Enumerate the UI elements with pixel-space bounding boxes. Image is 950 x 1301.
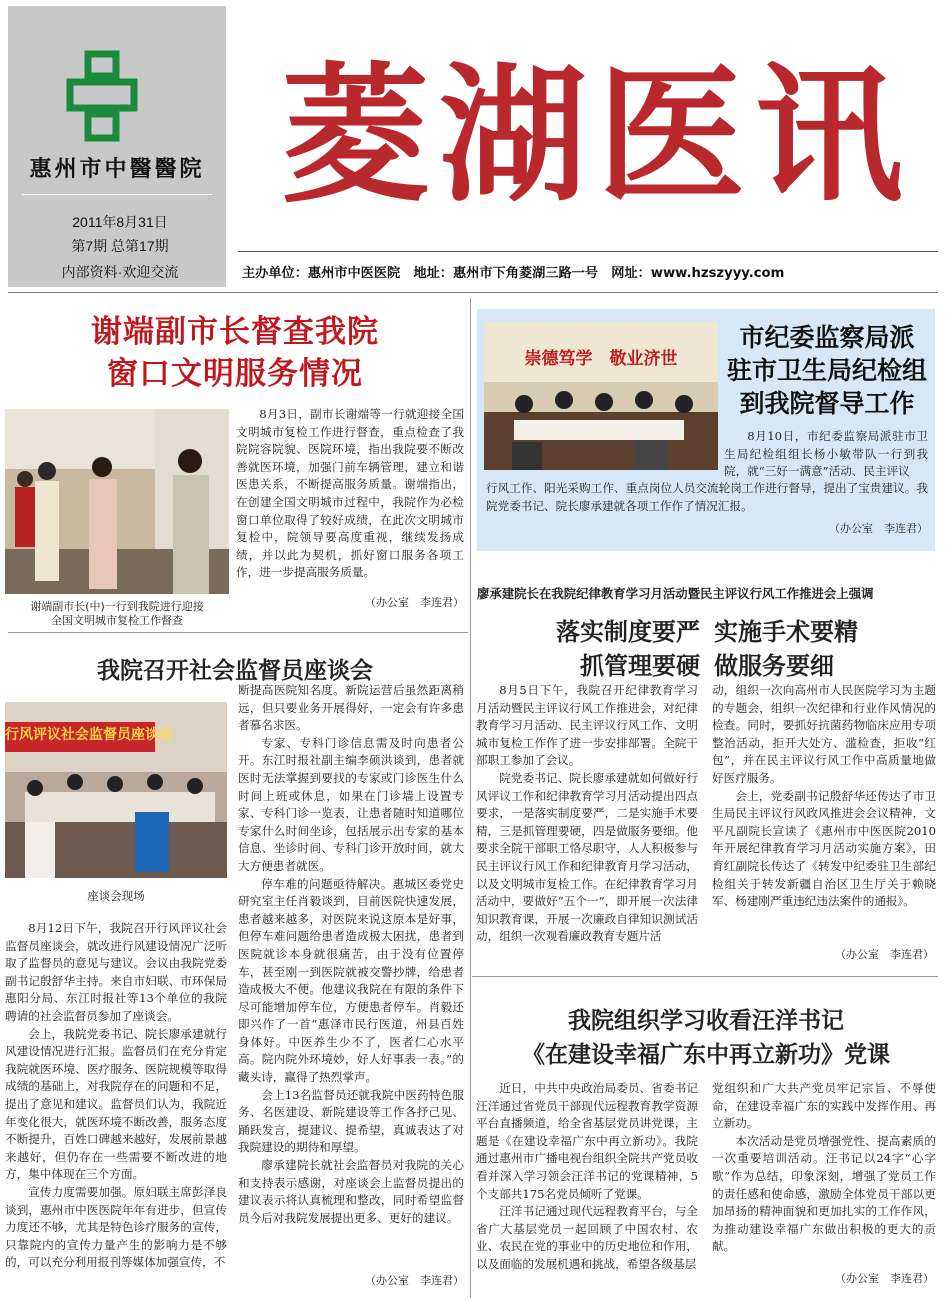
article1-headline-line2: 窗口文明服务情况 — [107, 356, 363, 392]
article3-column1 — [5, 920, 227, 1272]
article3-paragraph: 廖承建院长就社会监督员对我院的关心和支持表示感谢，对座谈会上监督员提出的建议表示将认真梳理和整改，同时希望监督员今后对我院发展提出更多、更好的建议。 — [238, 1158, 464, 1225]
distribution-note: 内部资料·欢迎交流 — [61, 264, 179, 280]
article5-paragraph: 党组织和广大共产党员牢记宗旨、不辱使命，在建设幸福广东的实践中发挥作用、再立新功。 — [712, 1081, 936, 1131]
article5-headline-line1: 我院组织学习收看汪洋书记 — [568, 1007, 844, 1034]
article5-headline-line2: 《在建设幸福广东中再立新功》党课 — [522, 1041, 890, 1068]
article3-paragraph: 专家、专科门诊信息需及时向患者公开。东江时报社副主编李硕洪谈到，患者就医时无法掌握到要找的专家或门诊医生什么时间上班或休息，如果在门诊墙上设置专家、专科门诊一览表，让患者随时知道哪位专家什么时间坐诊，包括展示出专家的基本信息、坐诊时间、专科门诊开放时间，就大大方便患者就医。 — [238, 735, 464, 873]
masthead-divider — [22, 194, 212, 195]
article2-body-bottom: 行风工作、阳光采购工作、重点岗位人员交流轮岗工作进行督导，提出了宝贵建议。我院党委书记、院长廖承建就各项工作作了情况汇报。 — [486, 481, 928, 513]
article4-paragraph: 院党委书记、院长廖承建就如何做好行风评议工作和纪律教育学习月活动提出四点要求，一是落实制度要严，二是实施手术要精，三是抓管理要硬，四是做服务要细。他要求全院干部职工恪尽职守，人人积极参与民主评议行风工作和纪律教育月学习活动，以及文明城市复检工作。在纪律教育学习月活动中，要做好“五个一”，即开展一次法律知识教育课，开展一次廉政自律知识测试活动，组织一次观看廉政教育专题片活 — [476, 770, 698, 944]
masthead-rule-bottom — [8, 292, 938, 293]
article5-column1 — [476, 1080, 698, 1274]
article2-body-top: 8月10日，市纪委监察局派驻市卫生局纪检组组长杨小敏带队一行到我院，就“三好一满意”活动、民主评议 — [724, 429, 928, 479]
section-divider-left — [8, 632, 468, 633]
newspaper-title: 菱湖医讯 — [281, 50, 913, 222]
article1-byline: （办公室 李连君） — [365, 596, 464, 609]
article3-headline: 我院召开社会监督员座谈会 — [97, 657, 373, 684]
article5-paragraph: 汪洋书记通过现代远程教育平台，与全省广大基层党员一起回顾了中国农村、农业、农民在党的事业中的历史地位和作用，以及面临的发展机遇和挑战，希望各级基层 — [476, 1204, 698, 1271]
article3-paragraph: 宣传力度需要加强。原妇联主席彭泽良谈到，惠州市中医医院年年有进步，但宣传力度还不够，尤其是特色诊疗服务的宣传，只靠院内的宣传力量产生的影响力是不够的，可以充分利用报刊等媒体加强宣传，不 — [5, 1184, 227, 1270]
article1-photo — [5, 409, 229, 594]
article3-paragraph: 断提高医院知名度。新院运营后虽然距离稍远，但只要业务开展得好，一定会有许多患者慕名求医。 — [238, 683, 464, 733]
article3-paragraph: 会上，我院党委书记、院长廖承建就行风建设情况进行汇报。监督员们在充分肯定我院就医环境、医疗服务、医院规模等取得成绩的基础上，对我院存在的问题和不足，提出了意见和建议。监督员们认为，我院近年变化很大，就医环境不断改善，服务态度不断提升，百姓口碑越来越好，发展前景越来越好，但仍存在一些需要不断改进的地方，集中体现在三个方面。 — [5, 1026, 227, 1182]
hospital-name: 惠州市中醫醫院 — [29, 156, 205, 182]
article2-photo-banner: 崇德笃学 敬业济世 — [524, 349, 678, 369]
article4-kicker: 廖承建院长在我院纪律教育学习月活动暨民主评议行风工作推进会上强调 — [477, 586, 874, 601]
article4-byline: （办公室 李连君） — [835, 948, 934, 961]
article4-headline-left-line1: 落实制度要严 — [556, 617, 700, 646]
article1-caption-line1: 谢端副市长(中)一行到我院进行迎接 — [30, 600, 204, 613]
article1-caption-line2: 全国文明城市复检工作督查 — [51, 614, 183, 627]
article2-byline: （办公室 李连君） — [829, 522, 928, 535]
article3-paragraph: 停车难的问题亟待解决。惠城区委党史研究室主任肖毅谈到，目前医院快速发展，患者越来越多，对医院来说这原本是好事，但停车难问题给患者造成极大困扰，患者到医院就诊本身就很痛苦，由于没有位置停车，甚至刚一到医院就被交警抄牌，给患者造成极大不便。他建议我院在有限的条件下尽可能增加停车位，方便患者停车。肖毅还即兴作了一首“惠泽市民行医道，州县百姓身体好。中医养生少不了，医者仁心水平高。院内院外环境妙，好人好事表一表。”的藏头诗，赢得了热烈掌声。 — [238, 876, 464, 1085]
article4-headline-right-line2: 做服务要细 — [714, 651, 834, 680]
article4-paragraph: 动，组织一次向高州市人民医院学习为主题的专题会，组织一次纪律和行业作风情况的检查。同时，要抓好抗菌药物临床应用专项整治活动，拒开大处方、滥检查，拒收“红包”，并在民主评议行风工作中高质量地做好医疗服务。 — [712, 683, 936, 785]
article3-byline: （办公室 李连君） — [365, 1274, 464, 1287]
article3-paragraph: 会上13名监督员还就我院中医药特色服务、名医建设、新院建设等工作各抒己见、踊跃发言，提建议、提希望，真诚表达了对我院建设的期待和厚望。 — [238, 1087, 464, 1155]
column-divider — [470, 298, 471, 1298]
article5-byline: （办公室 李连君） — [835, 1272, 934, 1285]
article2-headline-line3: 到我院督导工作 — [739, 389, 915, 418]
article3-caption: 座谈会现场 — [87, 889, 145, 903]
section-divider-right — [472, 976, 938, 977]
issue-number: 第7期 总第17期 — [71, 238, 169, 254]
article5-paragraph: 本次活动是党员增强党性、提高素质的一次重要培训活动。汪书记以24字“心字歌”作为总结，印象深刻，增强了党员工作的责任感和使命感，激励全体党员干部以更加昂扬的精神面貌和更加扎实的工作作风，为推动建设幸福广东做出积极的更大的贡献。 — [712, 1133, 936, 1254]
article5-paragraph: 近日，中共中央政治局委员、省委书记汪洋通过省党员干部现代远程教育教学资源平台直播频道，给全省基层党员讲党课，主题是《在建设幸福广东中再立新功》。我院通过惠州市广播电视台组织全院共产党员收看并深入学习领会汪洋书记的党课精神，5个支部共175名党员倾听了党课。 — [476, 1081, 698, 1201]
masthead-rule-top — [238, 251, 938, 252]
article4-column2 — [712, 682, 936, 911]
issue-date: 2011年8月31日 — [72, 214, 168, 230]
publisher-line: 主办单位：惠州市中医医院 地址：惠州市下角菱湖三路一号 网址：www.hzszyyy.com — [242, 266, 785, 281]
article4-paragraph: 8月5日下午，我院召开纪律教育学习月活动暨民主评议行风工作推进会，对纪律教育学习月活动、民主评议行风工作、文明城市复检工作作了进一步安排部署。全院干部职工参加了会议。 — [476, 683, 698, 768]
hospital-logo-icon — [66, 48, 138, 144]
article2-headline-line1: 市纪委监察局派 — [739, 323, 915, 352]
article4-headline-left-line2: 抓管理要硬 — [580, 651, 700, 680]
article4-headline-right-line1: 实施手术要精 — [714, 617, 858, 646]
article3-photo-banner: 行风评议社会监督员座谈会 — [5, 727, 173, 743]
article4-paragraph: 会上，党委副书记殷舒华还传达了市卫生局民主评议行风政风推进会会议精神，文平凡副院长宣读了《惠州市中医医院2010年开展纪律教育学习月活动实施方案》，田育红副院长传达了《转发中纪委驻卫生部纪检组关于转发新疆自治区卫生厅关于赖晓军、杨建刚严重违纪违法案件的通报》。 — [712, 788, 936, 909]
article3-column2 — [238, 682, 464, 1227]
article1-body: 8月3日，副市长谢端等一行就迎接全国文明城市复检工作进行督查，重点检查了我院院容院貌、医院环境，指出我院要不断改善就医环境，加强门前车辆管理，建立和谐医患关系，不断提高服务质量。谢端指出，在创建全国文明城市过程中，我院作为必检窗口单位取得了较好成绩，在此次文明城市复检中，院领导要高度重视，继续发扬成绩，并以此为契机，抓好窗口服务各项工作，进一步提高服务质量。 — [236, 407, 464, 580]
article3-paragraph: 8月12日下午，我院召开行风评议社会监督员座谈会，就改进行风建设情况广泛听取了监督员的意见与建议。会议由我院党委副书记殷舒华主持。来自市妇联、市环保局惠阳分局、东江时报社等13个单位的我院聘请的社会监督员参加了座谈会。 — [5, 921, 227, 1023]
article4-column1 — [476, 682, 698, 946]
article2-headline-line2: 驻市卫生局纪检组 — [726, 356, 927, 385]
article5-column2 — [712, 1080, 936, 1256]
article1-headline-line1: 谢端副市长督查我院 — [91, 314, 379, 350]
